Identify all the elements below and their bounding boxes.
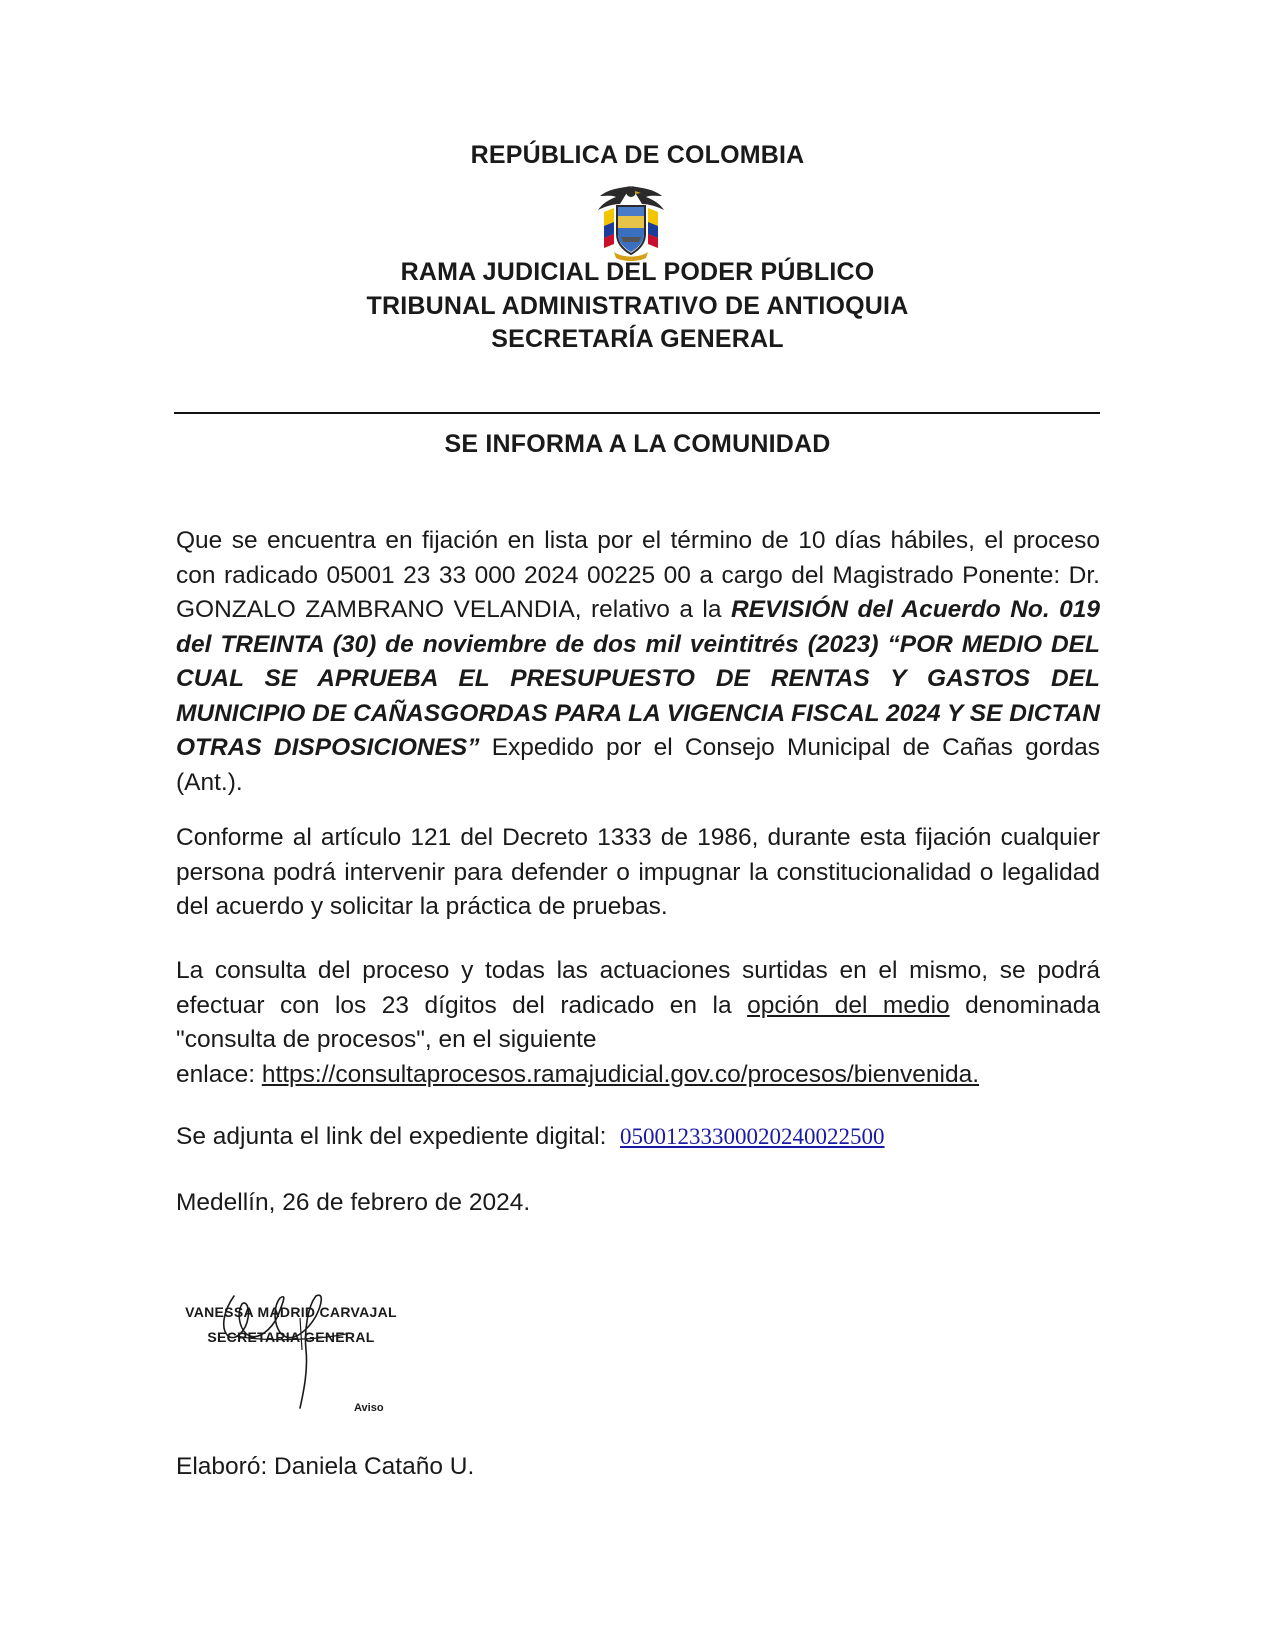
notice-paragraph-3 (176, 954, 1100, 1092)
signatory-name: VANESSA MADRID CARVAJAL (185, 1304, 397, 1320)
country-heading: REPÚBLICA DE COLOMBIA (470, 141, 805, 169)
paragraph-1-closing: Expedido por el Consejo Municipal de Cañas gordas (Ant.). (176, 734, 1100, 796)
digital-file-link[interactable]: 05001233300020240022500 (620, 1124, 885, 1149)
paragraph-1-intro: Que se encuentra en fijación en lista por el término de 10 días hábiles, el proceso con radicado 05001 23 33 000 2024 00225 00 a cargo del Magistrado Ponente: Dr. GONZALO ZAMBRANO VELANDIA, relativo a la (176, 527, 1100, 623)
paragraph-1-emphasis: REVISIÓN del Acuerdo No. 019 del TREINTA (30) de noviembre de dos mil veintitrés (2023) “POR MEDIO DEL CUAL SE APRUEBA EL PRESUPUESTO DE RENTAS Y GASTOS DEL MUNICIPIO DE CAÑASGORDAS PARA LA VIGENCIA FISCAL 2024 Y SE DICTAN OTRAS DISPOSICIONES” (176, 596, 1100, 761)
paragraph-3-part3: enlace: (176, 1060, 262, 1088)
tribunal-heading: TRIBUNAL ADMINISTRATIVO DE ANTIOQUIA (366, 292, 909, 320)
notice-title: SE INFORMA A LA COMUNIDAD (444, 430, 831, 458)
signatory-title: SECRETARIA GENERAL (207, 1329, 375, 1345)
paragraph-3-part2: denominada "consulta de procesos", en el siguiente (176, 991, 1100, 1053)
medium-option-text: opción del medio (747, 991, 950, 1019)
notice-paragraph-2: Conforme al artículo 121 del Decreto 1333 de 1986, durante esta fijación cualquier persona podrá intervenir para defender o impugnar la constitucionalidad o legalidad del acuerdo y solicitar la práctica de pruebas. (176, 824, 1100, 920)
consulta-procesos-link[interactable]: https://consultaprocesos.ramajudicial.gov.co/procesos/bienvenida. (261, 1060, 980, 1088)
paragraph-3-part1: La consulta del proceso y todas las actuaciones surtidas en el mismo, se podrá efectuar con los 23 dígitos del radicado en la (176, 957, 1100, 1019)
header-divider (174, 412, 1100, 414)
notice-paragraph-1 (176, 524, 1100, 800)
prepared-by: Elaboró: Daniela Cataño U. (176, 1453, 475, 1480)
office-heading: SECRETARÍA GENERAL (491, 325, 784, 353)
attachment-label: Se adjunta el link del expediente digital: (176, 1123, 607, 1150)
place-date: Medellín, 26 de febrero de 2024. (176, 1189, 531, 1216)
colombia-coat-of-arms-icon (592, 182, 670, 262)
attachment-line (176, 1120, 1100, 1155)
signature-note: Aviso (354, 1402, 384, 1414)
branch-heading: RAMA JUDICIAL DEL PODER PÚBLICO (400, 258, 875, 286)
